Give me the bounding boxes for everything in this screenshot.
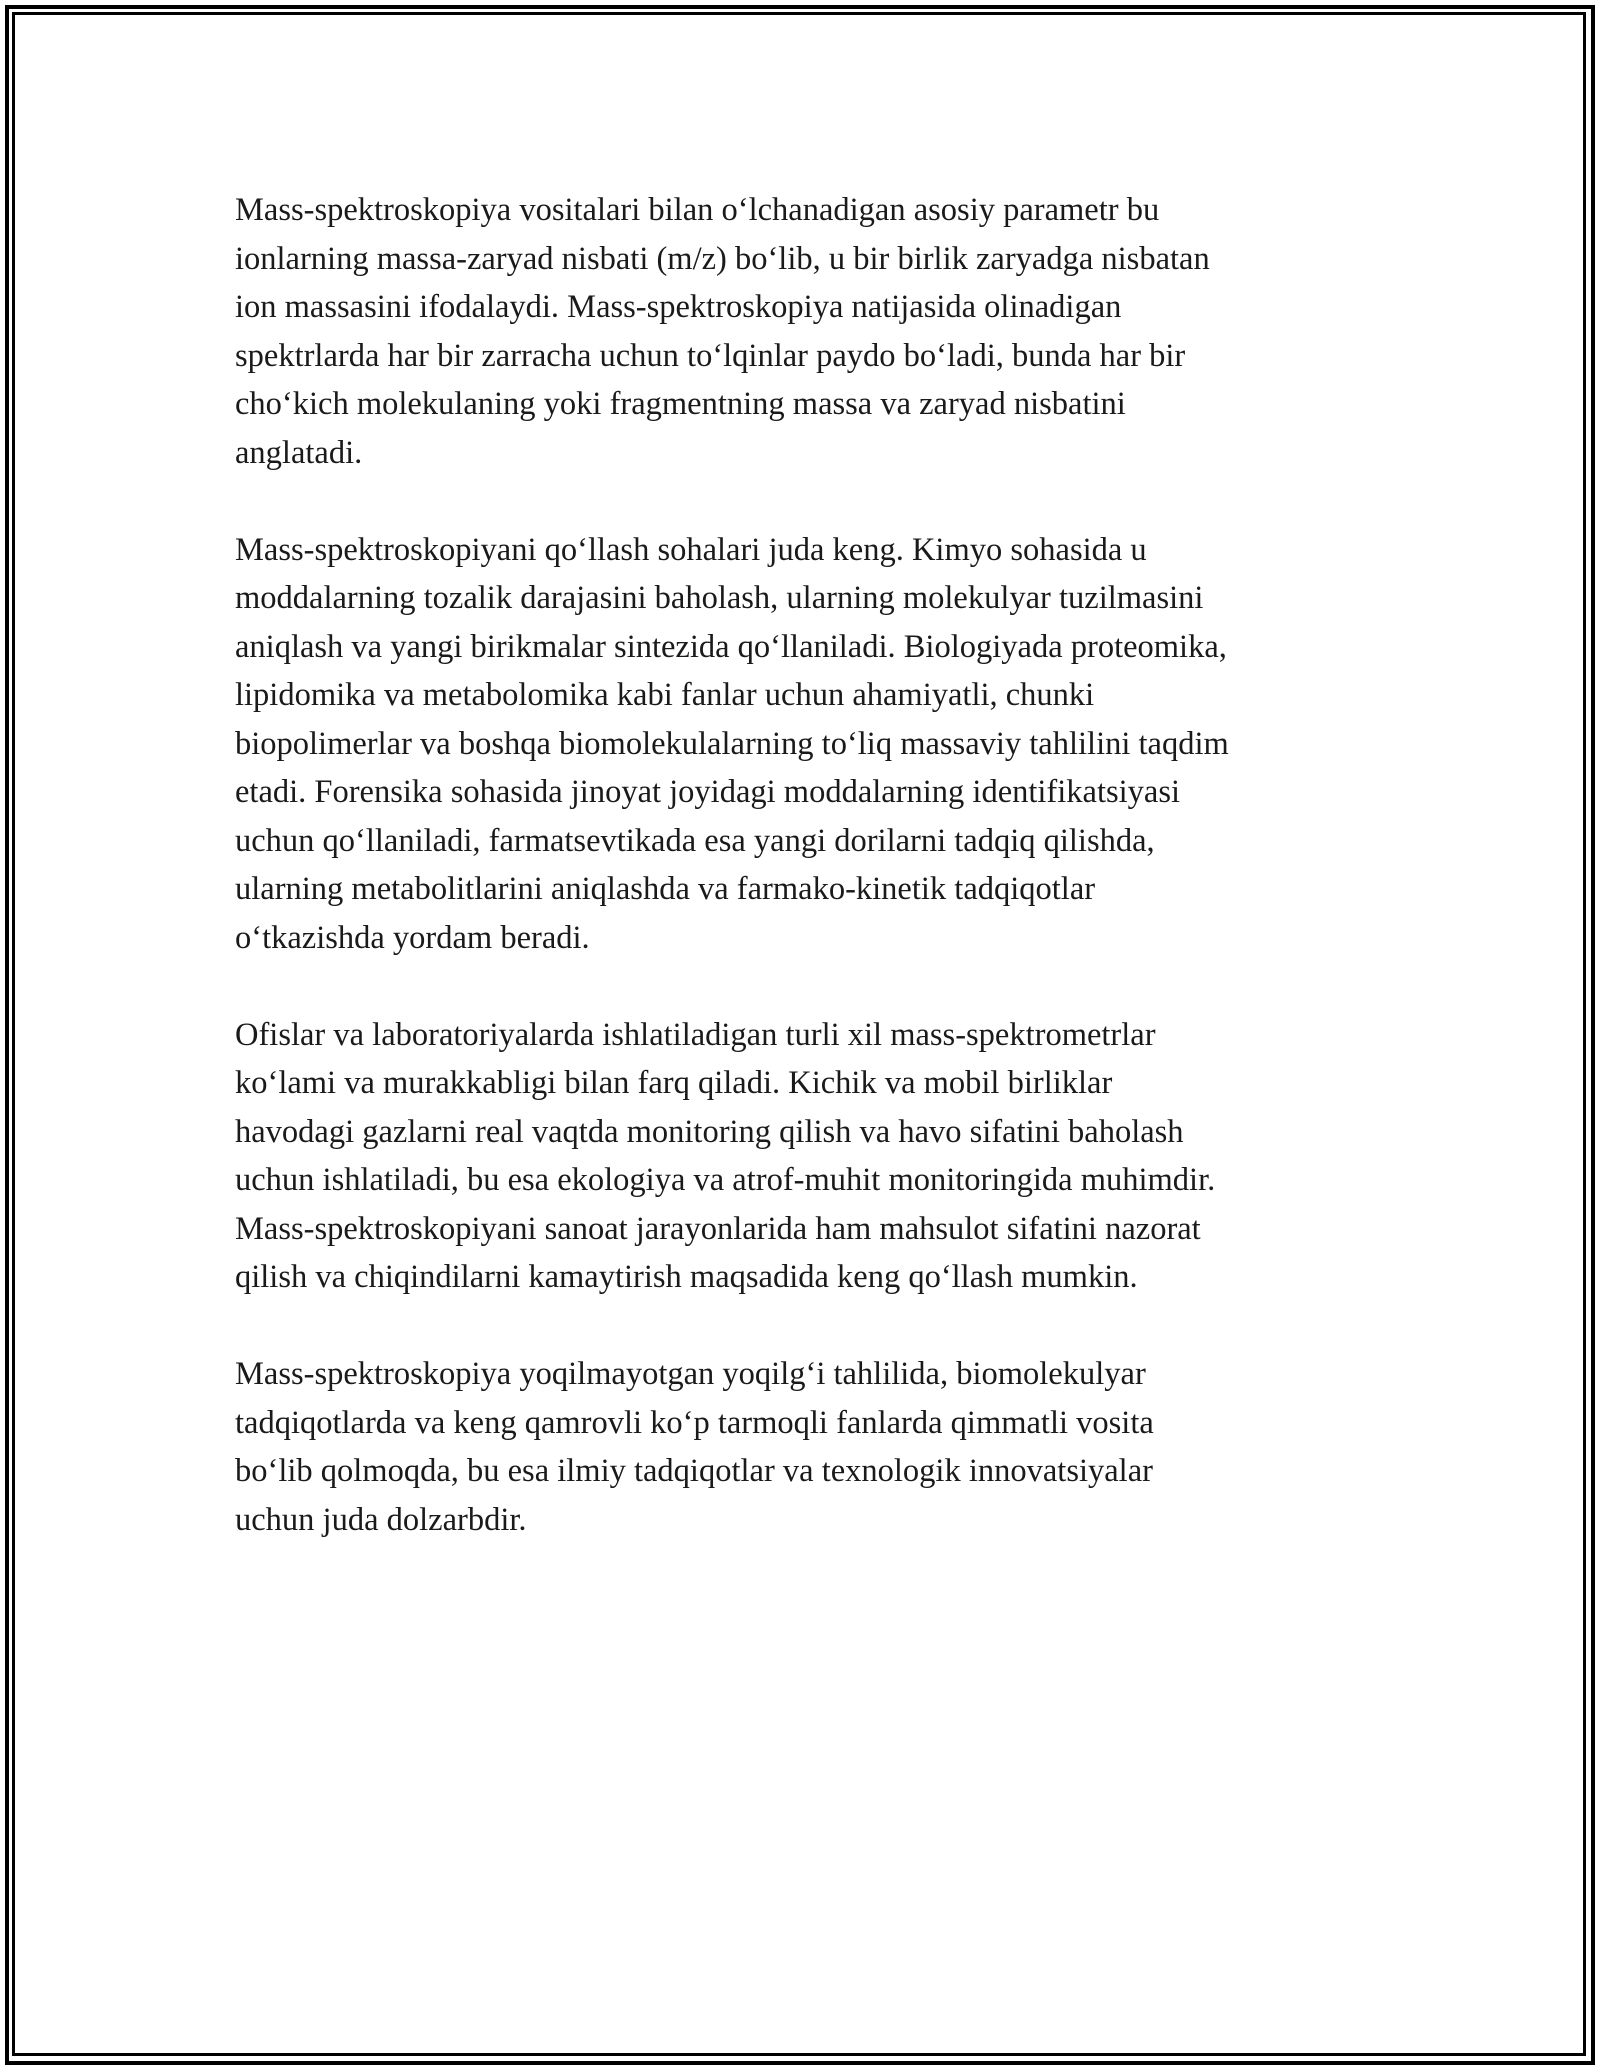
text-line: Mass-spektroskopiya yoqilmayotgan yoqilg‘i tahlilida, biomolekulyar bbox=[235, 1356, 1146, 1392]
text-line: spektrlarda har bir zarracha uchun to‘lqinlar paydo bo‘ladi, bunda har bir bbox=[235, 337, 1186, 374]
text-line: uchun qo‘llaniladi, farmatsevtikada esa yangi dorilarni tadqiq qilishda, bbox=[235, 822, 1155, 859]
text-line: havodagi gazlarni real vaqtda monitoring qilish va havo sifatini baholash bbox=[235, 1113, 1184, 1150]
paragraph-4 bbox=[235, 1350, 1365, 1544]
text-line: uchun ishlatiladi, bu esa ekologiya va atrof-muhit monitoringida muhimdir. bbox=[235, 1162, 1216, 1198]
text-line: biopolimerlar va boshqa biomolekulalarning to‘liq massaviy tahlilini taqdim bbox=[235, 725, 1229, 762]
text-line: ko‘lami va murakkabligi bilan farq qiladi. Kichik va mobil birliklar bbox=[235, 1065, 1113, 1101]
paragraph-1 bbox=[235, 186, 1365, 477]
text-line: ionlarning massa-zaryad nisbati (m/z) bo‘lib, u bir birlik zaryadga nisbatan bbox=[235, 240, 1210, 277]
text-line: aniqlash va yangi birikmalar sintezida qo‘llaniladi. Biologiyada proteomika, bbox=[235, 628, 1227, 665]
text-line: qilish va chiqindilarni kamaytirish maqsadida keng qo‘llash mumkin. bbox=[235, 1259, 1138, 1295]
text-line: anglatadi. bbox=[235, 434, 363, 471]
paragraph-2 bbox=[235, 526, 1365, 963]
text-line: ion massasini ifodalaydi. Mass-spektroskopiya natijasida olinadigan bbox=[235, 289, 1122, 325]
text-line: uchun juda dolzarbdir. bbox=[235, 1501, 527, 1538]
text-line: tadqiqotlarda va keng qamrovli ko‘p tarmoqli fanlarda qimmatli vosita bbox=[235, 1404, 1154, 1441]
text-line: cho‘kich molekulaning yoki fragmentning massa va zaryad nisbatini bbox=[235, 386, 1126, 422]
text-line: ularning metabolitlarini aniqlashda va farmako-kinetik tadqiqotlar bbox=[235, 871, 1096, 907]
paragraph-3 bbox=[235, 1011, 1365, 1302]
text-line: Mass-spektroskopiya vositalari bilan o‘lchanadigan asosiy parametr bu bbox=[235, 192, 1160, 228]
text-line: moddalarning tozalik darajasini baholash, ularning molekulyar tuzilmasini bbox=[235, 580, 1204, 616]
text-line: Mass-spektroskopiyani sanoat jarayonlarida ham mahsulot sifatini nazorat bbox=[235, 1210, 1201, 1247]
text-line: etadi. Forensika sohasida jinoyat joyidagi moddalarning identifikatsiyasi bbox=[235, 774, 1181, 810]
text-line: Mass-spektroskopiyani qo‘llash sohalari juda keng. Kimyo sohasida u bbox=[235, 531, 1147, 568]
document-body bbox=[235, 186, 1365, 1593]
text-line: o‘tkazishda yordam beradi. bbox=[235, 919, 590, 956]
text-line: Ofislar va laboratoriyalarda ishlatiladigan turli xil mass-spektrometrlar bbox=[235, 1016, 1156, 1053]
text-line: bo‘lib qolmoqda, bu esa ilmiy tadqiqotlar va texnologik innovatsiyalar bbox=[235, 1453, 1153, 1489]
text-line: lipidomika va metabolomika kabi fanlar uchun ahamiyatli, chunki bbox=[235, 677, 1095, 713]
